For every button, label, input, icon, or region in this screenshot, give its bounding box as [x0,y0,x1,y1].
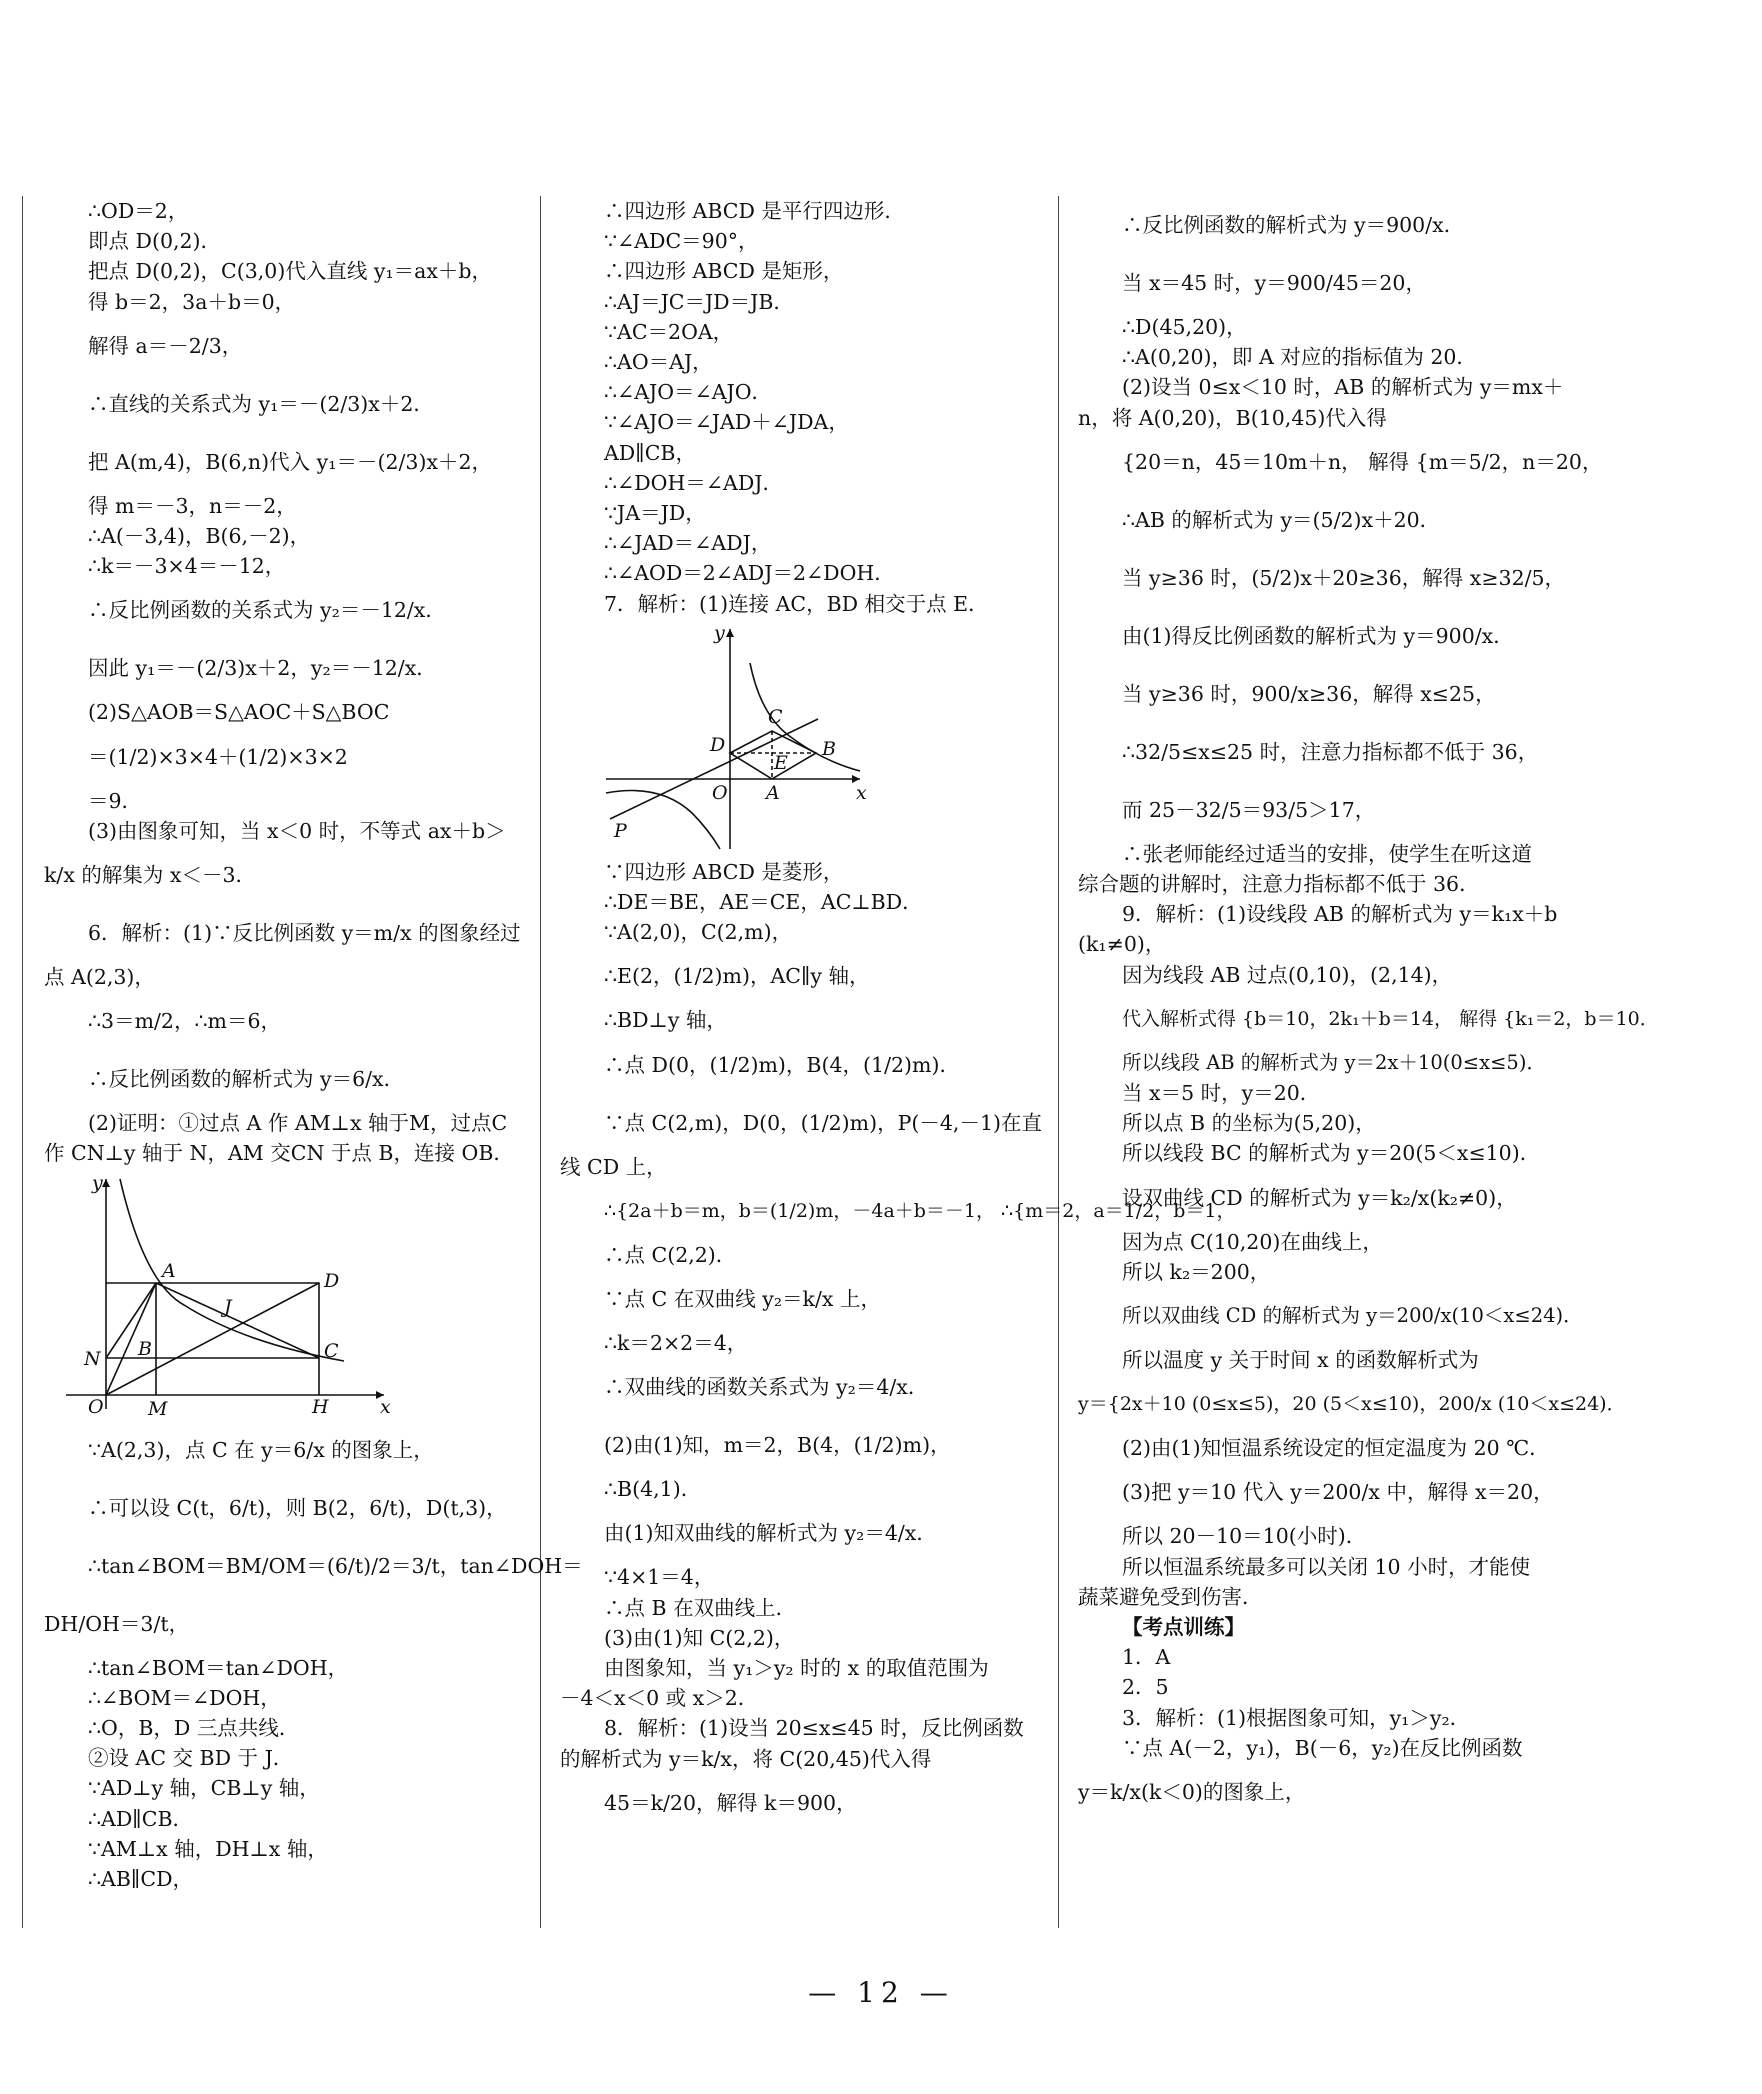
text-line: ∴OD＝2， [88,199,189,223]
text-line: (2)S△AOB＝S△AOC＋S△BOC [88,700,390,725]
figure-label: O [88,1395,104,1415]
page-number: — 12 — [808,1976,954,2009]
text-line: ∴反比例函数的关系式为 y₂＝－12/x． [88,598,446,623]
figure-label: E [774,751,788,774]
text-line: ∴AJ＝JC＝JD＝JB． [604,289,794,314]
text-line: ∴D(45,20)， [1122,315,1247,339]
text-line: ∴A(0,20)，即 A 对应的指标值为 20． [1122,345,1477,370]
text-line: AD∥CB， [604,440,696,465]
rhombus-figure [560,623,1040,851]
text-line: ∴反比例函数的解析式为 y＝6/x． [88,1067,405,1092]
text-line: ∴∠DOH＝∠ADJ． [604,470,783,495]
right-column [1078,196,1659,1821]
text-line: 所以 k₂＝200， [1122,1259,1271,1284]
text-line: 所以双曲线 CD 的解析式为 y＝200/x(10＜x≤24)． [1122,1304,1583,1328]
text-line: ∴张老师能经过适当的安排，使学生在听这道 [1122,841,1532,866]
text-line: 蔬菜避免受到伤害． [1078,1584,1263,1609]
text-line: 由(1)知双曲线的解析式为 y₂＝4/x． [604,1521,937,1546]
text-line: ∵AM⊥x 轴，DH⊥x 轴， [88,1836,328,1861]
text-line: ∵4×1＝4， [604,1565,715,1590]
text-line: 因为线段 AB 过点(0,10)，(2,14)， [1122,962,1453,987]
text-line: ∵四边形 ABCD 是菱形， [604,859,844,884]
text-line: y＝k/x(k＜0)的图象上， [1078,1780,1306,1805]
text-line: ∵A(2,3)，点 C 在 y＝6/x 的图象上， [88,1437,434,1462]
text-line: ∵AD⊥y 轴，CB⊥y 轴， [88,1776,320,1801]
figure-label: D [710,733,726,756]
text-line: ∴点 B 在双曲线上． [604,1595,797,1620]
text-line: ∴AO＝AJ， [604,350,713,375]
text-line: 当 y≥36 时，(5/2)x＋20≥36，解得 x≥32/5， [1122,565,1566,590]
text-line: ∴B(4,1)． [604,1477,702,1502]
text-line: ∵AC＝2OA， [604,319,734,344]
text-line: 代入解析式得 {b＝10，2k₁＋b＝14， 解得 {k₁＝2，b＝10． [1122,1007,1659,1030]
text-line: 得 b＝2，3a＋b＝0， [88,289,296,314]
text-line: 当 x＝5 时，y＝20． [1122,1081,1321,1106]
text-line: ∴AB 的解析式为 y＝(5/2)x＋20． [1122,507,1441,532]
left-column [44,196,583,1894]
figure-label: y [92,1172,103,1194]
text-line: ∵JA＝JD， [604,501,706,526]
figure-label: J [224,1295,232,1318]
text-line: ∴3＝m/2，∴m＝6， [88,1009,281,1034]
text-line: ∵∠AJO＝∠JAD＋∠JDA， [604,410,849,435]
text-line: (3)由(1)知 C(2,2)， [604,1625,795,1650]
text-line: ∴BD⊥y 轴， [604,1008,727,1033]
text-line: 线 CD 上， [560,1154,667,1179]
text-line: DH/OH＝3/t， [44,1611,190,1636]
text-line: ∵点 A(－2，y₁)，B(－6，y₂)在反比例函数 [1122,1735,1523,1760]
text-line: 综合题的讲解时，注意力指标都不低于 36． [1078,872,1480,897]
figure-label: C [324,1339,339,1362]
text-line: ＝(1/2)×3×4＋(1/2)×3×2 [88,744,348,769]
text-line: ∴四边形 ABCD 是矩形， [604,259,844,284]
text-line: 把点 D(0,2)，C(3,0)代入直线 y₁＝ax＋b， [88,259,493,284]
text-line: 所以线段 BC 的解析式为 y＝20(5＜x≤10)． [1122,1141,1541,1166]
text-line: ∴反比例函数的解析式为 y＝900/x． [1122,213,1465,237]
text-line: (2)由(1)知，m＝2，B(4，(1/2)m)， [604,1433,951,1458]
text-line: y＝{2x＋10 (0≤x≤5)，20 (5＜x≤10)，200/x (10＜x≤24)． [1078,1393,1626,1416]
text-line: ∴∠AOD＝2∠ADJ＝2∠DOH． [604,561,895,586]
text-line: (3)由图象可知，当 x＜0 时，不等式 ax＋b＞ [88,818,506,843]
text-line: 所以 20－10＝10(小时)． [1122,1524,1367,1549]
figure-label: B [138,1337,152,1360]
text-line: ∵点 C(2,m)，D(0，(1/2)m)，P(－4,－1)在直 [604,1110,1042,1135]
figure-label: O [712,781,728,804]
text-line: ∴O，B，D 三点共线． [88,1716,300,1741]
text-line: (2)由(1)知恒温系统设定的恒定温度为 20 ℃． [1122,1436,1550,1461]
text-line: 8．解析：(1)设当 20≤x≤45 时，反比例函数 [604,1716,1024,1741]
text-line: 所以恒温系统最多可以关闭 10 小时，才能使 [1122,1554,1531,1579]
text-line: 6．解析：(1)∵反比例函数 y＝m/x 的图象经过 [88,921,521,946]
text-line: 得 m＝－3，n＝－2， [88,493,297,518]
text-line: ∴∠AJO＝∠AJO． [604,380,773,405]
text-line: ∴∠JAD＝∠ADJ， [604,531,772,556]
text-line: ∵A(2,0)，C(2,m)， [604,920,793,945]
text-line: ∴双曲线的函数关系式为 y₂＝4/x． [604,1375,929,1400]
text-line: (3)把 y＝10 代入 y＝200/x 中，解得 x＝20， [1122,1480,1554,1505]
text-line: 点 A(2,3)， [44,965,155,990]
text-line: ∴{2a＋b＝m，b＝(1/2)m，－4a＋b＝－1， ∴{m＝2，a＝1/2，b＝1， [604,1199,1236,1222]
figure-label: N [84,1347,101,1370]
text-line: k/x 的解集为 x＜－3． [44,863,257,888]
figure-label: y [714,622,725,644]
text-line: 所以线段 AB 的解析式为 y＝2x＋10(0≤x≤5)． [1122,1050,1546,1074]
text-line: 9．解析：(1)设线段 AB 的解析式为 y＝k₁x＋b [1122,902,1558,927]
text-line: 设双曲线 CD 的解析式为 y＝k₂/x(k₂≠0)， [1122,1185,1517,1210]
text-line: 7．解析：(1)连接 AC，BD 相交于点 E． [604,591,989,616]
figure-label: C [768,705,783,728]
text-line: ∴k＝2×2＝4， [604,1331,748,1356]
text-line: ∴四边形 ABCD 是平行四边形． [604,199,905,223]
figure-label: A [766,781,780,804]
column-divider-2 [1058,196,1059,1928]
text-line: ∴tan∠BOM＝BM/OM＝(6/t)/2＝3/t，tan∠DOH＝ [88,1553,583,1578]
text-line: ∴直线的关系式为 y₁＝－(2/3)x＋2． [88,391,434,416]
text-line: －4＜x＜0 或 x＞2． [560,1686,759,1711]
text-line: (2)证明：①过点 A 作 AM⊥x 轴于M，过点C [88,1111,508,1136]
text-line: 由图象知，当 y₁＞y₂ 时的 x 的取值范围为 [604,1656,989,1681]
text-line: ∴k＝－3×4＝－12， [88,554,286,579]
section-heading: 【考点训练】 [1122,1615,1245,1640]
text-line: ∴点 D(0，(1/2)m)，B(4，(1/2)m)． [604,1052,960,1077]
text-line: 所以点 B 的坐标为(5,20)， [1122,1111,1376,1136]
figure-label: D [324,1269,340,1292]
text-line: ∴∠BOM＝∠DOH， [88,1685,281,1710]
text-line: ∴AD∥CB． [88,1806,194,1831]
text-line: 的解析式为 y＝k/x，将 C(20,45)代入得 [560,1746,932,1771]
figure-label: A [162,1259,176,1282]
text-line: 45＝k/20，解得 k＝900， [604,1790,857,1815]
text-line: 因此 y₁＝－(2/3)x＋2，y₂＝－12/x． [88,656,437,681]
text-line: ＝9． [88,788,143,813]
figure-label: B [822,737,836,760]
text-line: ∴点 C(2,2)． [604,1242,737,1267]
text-line: (2)设当 0≤x＜10 时，AB 的解析式为 y＝mx＋ [1122,375,1564,400]
text-line: 当 x＝45 时，y＝900/45＝20， [1122,271,1426,295]
text-line: ∴AB∥CD， [88,1867,194,1892]
text-line: 把 A(m,4)，B(6,n)代入 y₁＝－(2/3)x＋2， [88,449,493,474]
figure-label: x [380,1395,391,1415]
text-line: 1．A [1122,1645,1171,1670]
text-line: 而 25－32/5＝93/5＞17， [1122,797,1376,822]
column-divider-1 [540,196,541,1928]
figure-label: x [856,781,867,804]
text-line: n，将 A(0,20)，B(10,45)代入得 [1078,405,1387,430]
text-line: 作 CN⊥y 轴于 N，AM 交CN 于点 B，连接 OB． [44,1141,514,1166]
text-line: {20＝n，45＝10m＋n， 解得 {m＝5/2，n＝20， [1122,449,1603,474]
figure-label: M [148,1397,168,1415]
text-line: 因为点 C(10,20)在曲线上， [1122,1229,1383,1254]
text-line: 3．解析：(1)根据图象可知，y₁＞y₂． [1122,1705,1471,1730]
text-line: 所以温度 y 关于时间 x 的函数解析式为 [1122,1348,1479,1373]
text-line: ∴32/5≤x≤25 时，注意力指标都不低于 36， [1122,739,1539,764]
text-line: ∵∠ADC＝90°， [604,229,759,254]
text-line: ∴E(2，(1/2)m)，AC∥y 轴， [604,964,870,989]
rectangle-figure [44,1173,524,1415]
text-line: 解得 a＝－2/3， [88,333,243,358]
text-line: ∴可以设 C(t，6/t)，则 B(2，6/t)，D(t,3)， [88,1495,507,1520]
text-line: ∴A(－3,4)，B(6,－2)， [88,524,311,549]
text-line: 即点 D(0,2)． [88,229,222,254]
figure-label: H [312,1395,329,1415]
text-line: ②设 AC 交 BD 于 J． [88,1746,294,1771]
text-line: ∵点 C 在双曲线 y₂＝k/x 上， [604,1287,881,1312]
text-line: ∴DE＝BE，AE＝CE，AC⊥BD． [604,890,923,915]
text-line: 当 y≥36 时，900/x≥36，解得 x≤25， [1122,681,1496,706]
figure-label: P [614,819,627,842]
text-line: 2．5 [1122,1675,1169,1700]
left-margin-rule [22,196,23,1928]
text-line: 由(1)得反比例函数的解析式为 y＝900/x． [1122,623,1514,648]
text-line: (k₁≠0)， [1078,932,1166,957]
text-line: ∴tan∠BOM＝tan∠DOH， [88,1655,349,1680]
